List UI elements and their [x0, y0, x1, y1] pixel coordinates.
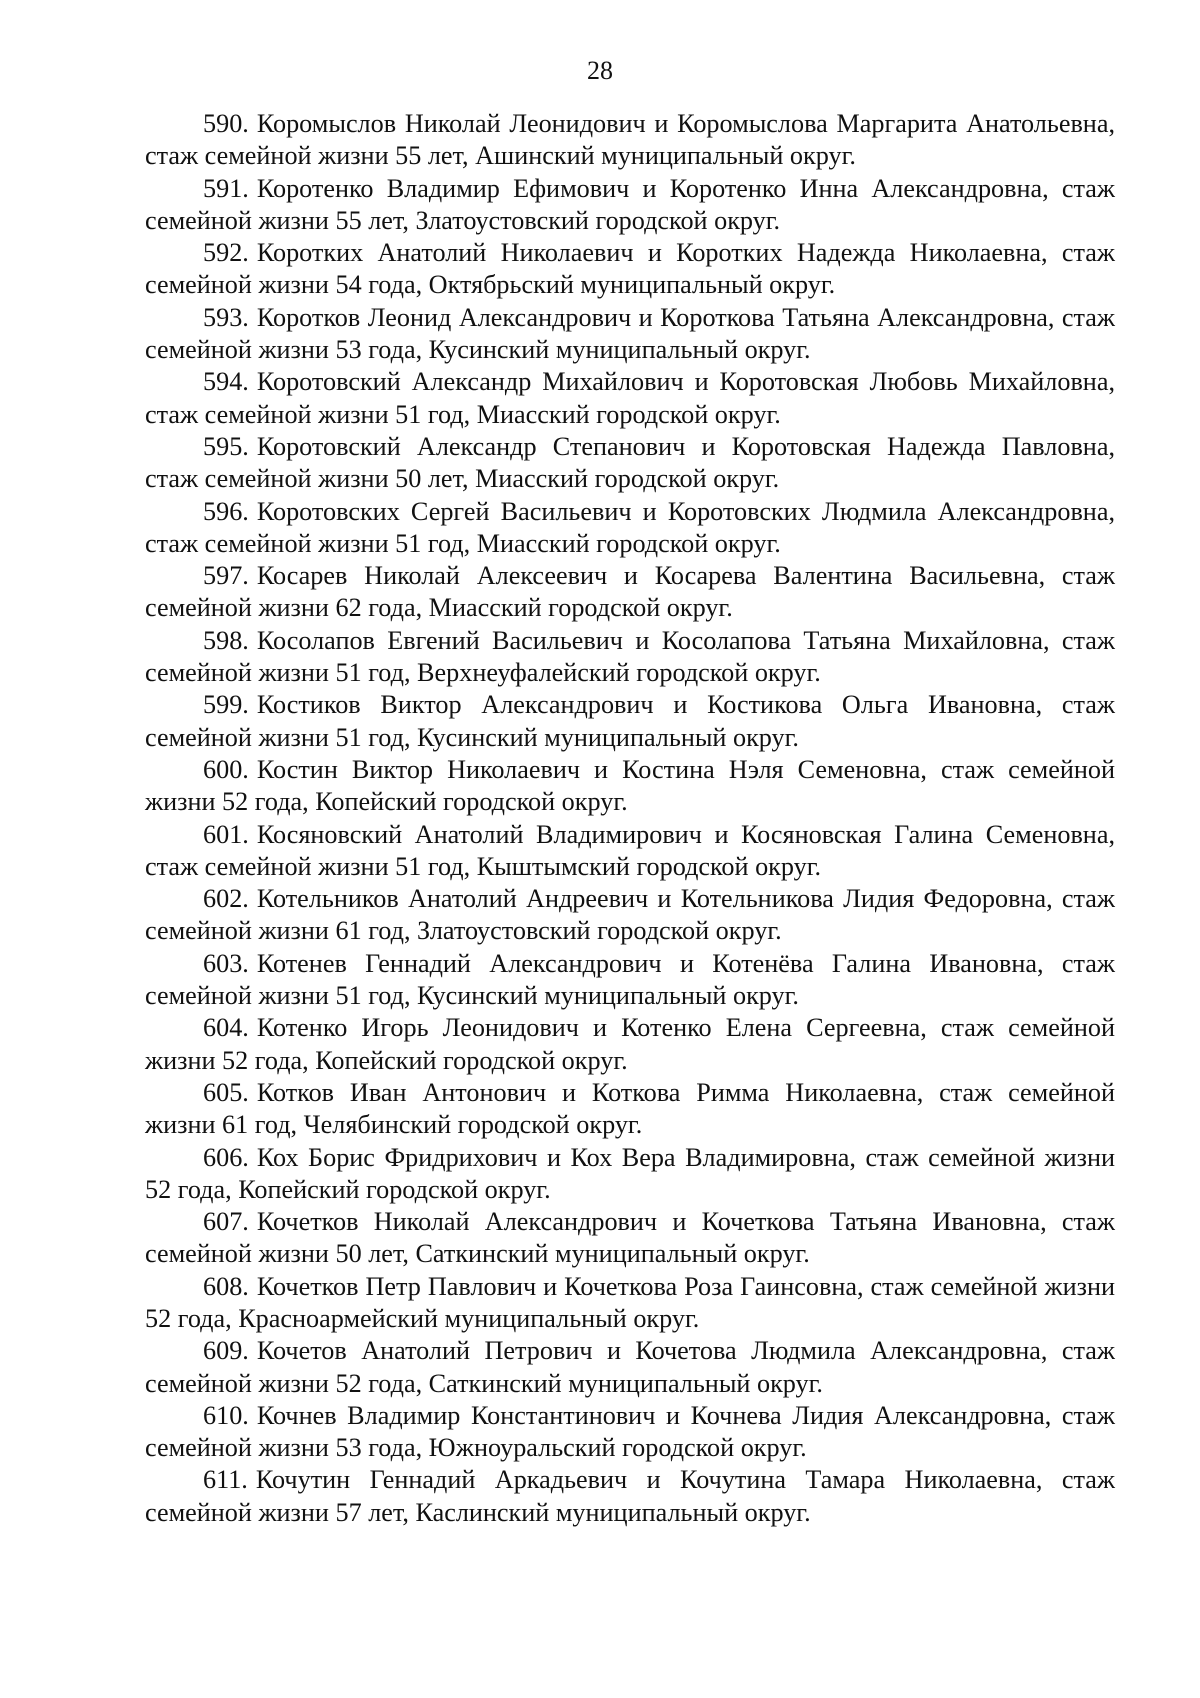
- entry-text: Коромыслов Николай Леонидович и Коромыслова Маргарита Анатольевна, стаж семейной жизни 55 лет, Ашинский муниципальный округ.: [145, 109, 1115, 171]
- list-item: [145, 237, 1115, 302]
- list-item: [145, 302, 1115, 367]
- entry-number: 607.: [203, 1207, 249, 1237]
- entry-number: 597.: [203, 561, 249, 591]
- entry-text: Котельников Анатолий Андреевич и Котельникова Лидия Федоровна, стаж семейной жизни 61 год, Златоустовский городской округ.: [145, 884, 1115, 946]
- list-item: [145, 1271, 1115, 1336]
- entry-number: 606.: [203, 1142, 249, 1172]
- entry-text: Кочетков Николай Александрович и Кочеткова Татьяна Ивановна, стаж семейной жизни 50 лет, Саткинский муниципальный округ.: [145, 1207, 1115, 1269]
- list-item: [145, 819, 1115, 884]
- list-item: [145, 431, 1115, 496]
- entry-text: Котенев Геннадий Александрович и Котенёва Галина Ивановна, стаж семейной жизни 51 год, Кусинский муниципальный округ.: [145, 948, 1115, 1011]
- entry-list: [145, 108, 1115, 1529]
- entry-text: Костин Виктор Николаевич и Костина Нэля Семеновна, стаж семейной жизни 52 года, Копейский городской округ.: [145, 754, 1115, 817]
- entry-number: 594.: [203, 367, 249, 397]
- list-item: [145, 948, 1115, 1013]
- entry-number: 603.: [203, 948, 249, 978]
- entry-number: 608.: [203, 1271, 249, 1301]
- list-item: [145, 1464, 1115, 1529]
- list-item: [145, 366, 1115, 431]
- entry-text: Коротовский Александр Степанович и Коротовская Надежда Павловна, стаж семейной жизни 50 лет, Миасский городской округ.: [145, 431, 1115, 494]
- entry-text: Котенко Игорь Леонидович и Котенко Елена Сергеевна, стаж семейной жизни 52 года, Копейский городской округ.: [145, 1013, 1115, 1075]
- entry-number: 609.: [203, 1336, 249, 1366]
- list-item: [145, 108, 1115, 173]
- entry-text: Кочнев Владимир Константинович и Кочнева Лидия Александровна, стаж семейной жизни 53 года, Южноуральский городской округ.: [145, 1400, 1115, 1463]
- list-item: [145, 1012, 1115, 1077]
- page-number: 28: [587, 56, 613, 85]
- list-item: [145, 1335, 1115, 1400]
- entry-text: Кочетков Петр Павлович и Кочеткова Роза Гаинсовна, стаж семейной жизни 52 года, Красноармейский муниципальный округ.: [145, 1271, 1115, 1333]
- entry-text: Коротенко Владимир Ефимович и Коротенко Инна Александровна, стаж семейной жизни 55 лет, Златоустовский городской округ.: [145, 173, 1115, 235]
- entry-number: 599.: [203, 690, 249, 720]
- entry-number: 611.: [203, 1465, 248, 1495]
- list-item: [145, 883, 1115, 948]
- entry-text: Коротовский Александр Михайлович и Коротовская Любовь Михайловна, стаж семейной жизни 51 год, Миасский городской округ.: [145, 367, 1115, 429]
- entry-number: 602.: [203, 884, 249, 914]
- list-item: [145, 1400, 1115, 1465]
- list-item: [145, 1206, 1115, 1271]
- entry-number: 600.: [203, 754, 249, 784]
- entry-text: Коротовских Сергей Васильевич и Коротовских Людмила Александровна, стаж семейной жизни 51 год, Миасский городской округ.: [145, 496, 1115, 558]
- list-item: [145, 560, 1115, 625]
- entry-number: 590.: [203, 109, 249, 138]
- entry-number: 595.: [203, 431, 249, 461]
- list-item: [145, 1142, 1115, 1207]
- entry-text: Кох Борис Фридрихович и Кох Вера Владимировна, стаж семейной жизни 52 года, Копейский городской округ.: [145, 1142, 1115, 1204]
- list-item: [145, 173, 1115, 238]
- entry-number: 604.: [203, 1013, 249, 1043]
- entry-number: 605.: [203, 1077, 249, 1107]
- entry-number: 598.: [203, 625, 249, 655]
- entry-text: Коротков Леонид Александрович и Короткова Татьяна Александровна, стаж семейной жизни 53 года, Кусинский муниципальный округ.: [145, 302, 1115, 365]
- entry-number: 596.: [203, 496, 249, 526]
- entry-text: Костиков Виктор Александрович и Костикова Ольга Ивановна, стаж семейной жизни 51 год, Кусинский муниципальный округ.: [145, 690, 1115, 752]
- list-item: [145, 754, 1115, 819]
- entry-text: Коротких Анатолий Николаевич и Коротких Надежда Николаевна, стаж семейной жизни 54 года, Октябрьский муниципальный округ.: [145, 238, 1115, 300]
- entry-text: Косарев Николай Алексеевич и Косарева Валентина Васильевна, стаж семейной жизни 62 года, Миасский городской округ.: [145, 561, 1115, 623]
- entry-text: Кочутин Геннадий Аркадьевич и Кочутина Тамара Николаевна, стаж семейной жизни 57 лет, Каслинский муниципальный округ.: [145, 1465, 1115, 1527]
- list-item: [145, 689, 1115, 754]
- entry-number: 591.: [203, 173, 249, 203]
- list-item: [145, 1077, 1115, 1142]
- entry-text: Косяновский Анатолий Владимирович и Косяновская Галина Семеновна, стаж семейной жизни 51 год, Кыштымский городской округ.: [145, 819, 1115, 881]
- list-item: [145, 496, 1115, 561]
- entry-number: 593.: [203, 302, 249, 332]
- entry-number: 610.: [203, 1400, 249, 1430]
- entry-number: 592.: [203, 238, 249, 268]
- list-item: [145, 625, 1115, 690]
- entry-text: Кочетов Анатолий Петрович и Кочетова Людмила Александровна, стаж семейной жизни 52 года, Саткинский муниципальный округ.: [145, 1336, 1115, 1398]
- entry-text: Котков Иван Антонович и Коткова Римма Николаевна, стаж семейной жизни 61 год, Челябинский городской округ.: [145, 1077, 1115, 1140]
- entry-number: 601.: [203, 819, 249, 849]
- entry-text: Косолапов Евгений Васильевич и Косолапова Татьяна Михайловна, стаж семейной жизни 51 год, Верхнеуфалейский городской округ.: [145, 625, 1115, 688]
